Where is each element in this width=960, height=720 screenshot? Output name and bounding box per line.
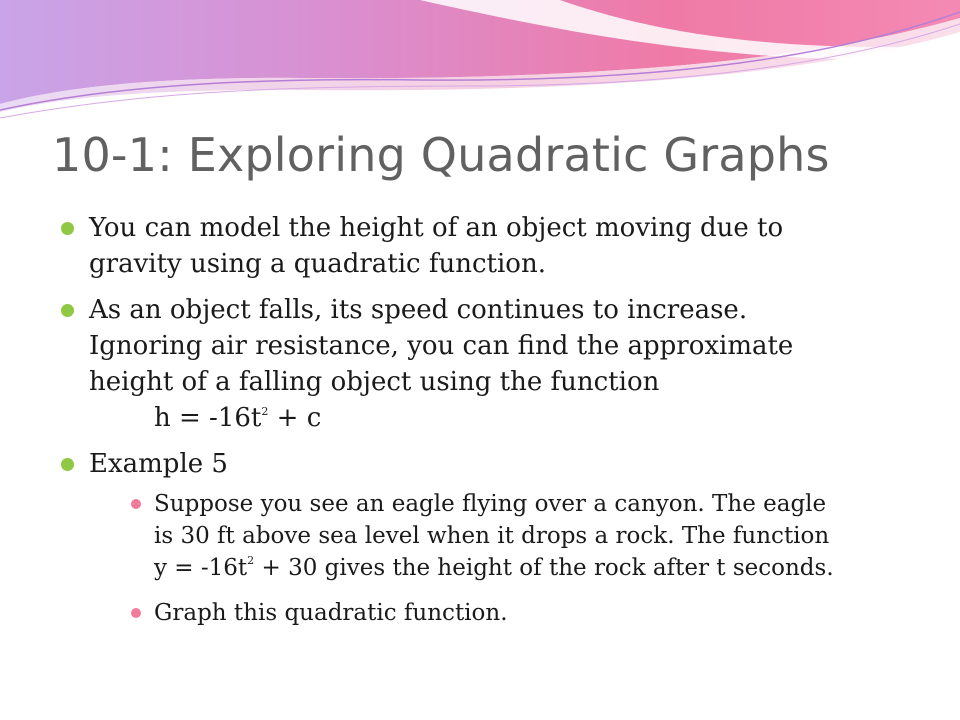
bullet-text-line: gravity using a quadratic function. bbox=[89, 249, 546, 279]
bullet-text-line: Example 5 bbox=[89, 449, 228, 479]
bullet-dot bbox=[61, 304, 74, 317]
sub-bullet-text-line: is 30 ft above sea level when it drops a rock. The function bbox=[154, 523, 830, 549]
slide-title: 10-1: Exploring Quadratic Graphs bbox=[52, 128, 830, 182]
formula-base: y = -16t bbox=[154, 555, 248, 581]
bullet-text-line: You can model the height of an object moving due to bbox=[89, 213, 784, 243]
height-formula bbox=[89, 400, 940, 436]
bullet-example-5 bbox=[60, 446, 940, 629]
sub-bullet-text-line: Graph this quadratic function. bbox=[154, 600, 508, 626]
formula-exponent: 2 bbox=[247, 554, 255, 567]
bullet-gravity-model bbox=[60, 210, 940, 282]
bullet-text-line: height of a falling object using the function bbox=[89, 367, 660, 397]
sub-bullet-eagle-problem bbox=[129, 488, 940, 584]
formula-rest: + 30 gives the height of the rock after t seconds. bbox=[254, 555, 834, 581]
sub-bullet-dot bbox=[131, 608, 141, 618]
sub-bullet-formula-line bbox=[154, 552, 940, 584]
sub-bullet-graph-instruction bbox=[129, 597, 940, 629]
bullet-dot bbox=[61, 458, 74, 471]
bullet-text-line: As an object falls, its speed continues to increase. bbox=[89, 295, 748, 325]
example-sub-list bbox=[129, 488, 940, 629]
decorative-header-waves bbox=[0, 0, 960, 120]
sub-bullet-dot bbox=[131, 499, 141, 509]
formula-base: h = -16t bbox=[154, 403, 262, 433]
bullet-falling-object bbox=[60, 292, 940, 436]
formula-exponent: 2 bbox=[261, 405, 269, 418]
formula-rest: + c bbox=[268, 403, 322, 433]
slide-content bbox=[60, 210, 940, 642]
sub-bullet-text-line: Suppose you see an eagle flying over a canyon. The eagle bbox=[154, 491, 827, 517]
bullet-text-line: Ignoring air resistance, you can find the approximate bbox=[89, 331, 794, 361]
bullet-dot bbox=[61, 222, 74, 235]
